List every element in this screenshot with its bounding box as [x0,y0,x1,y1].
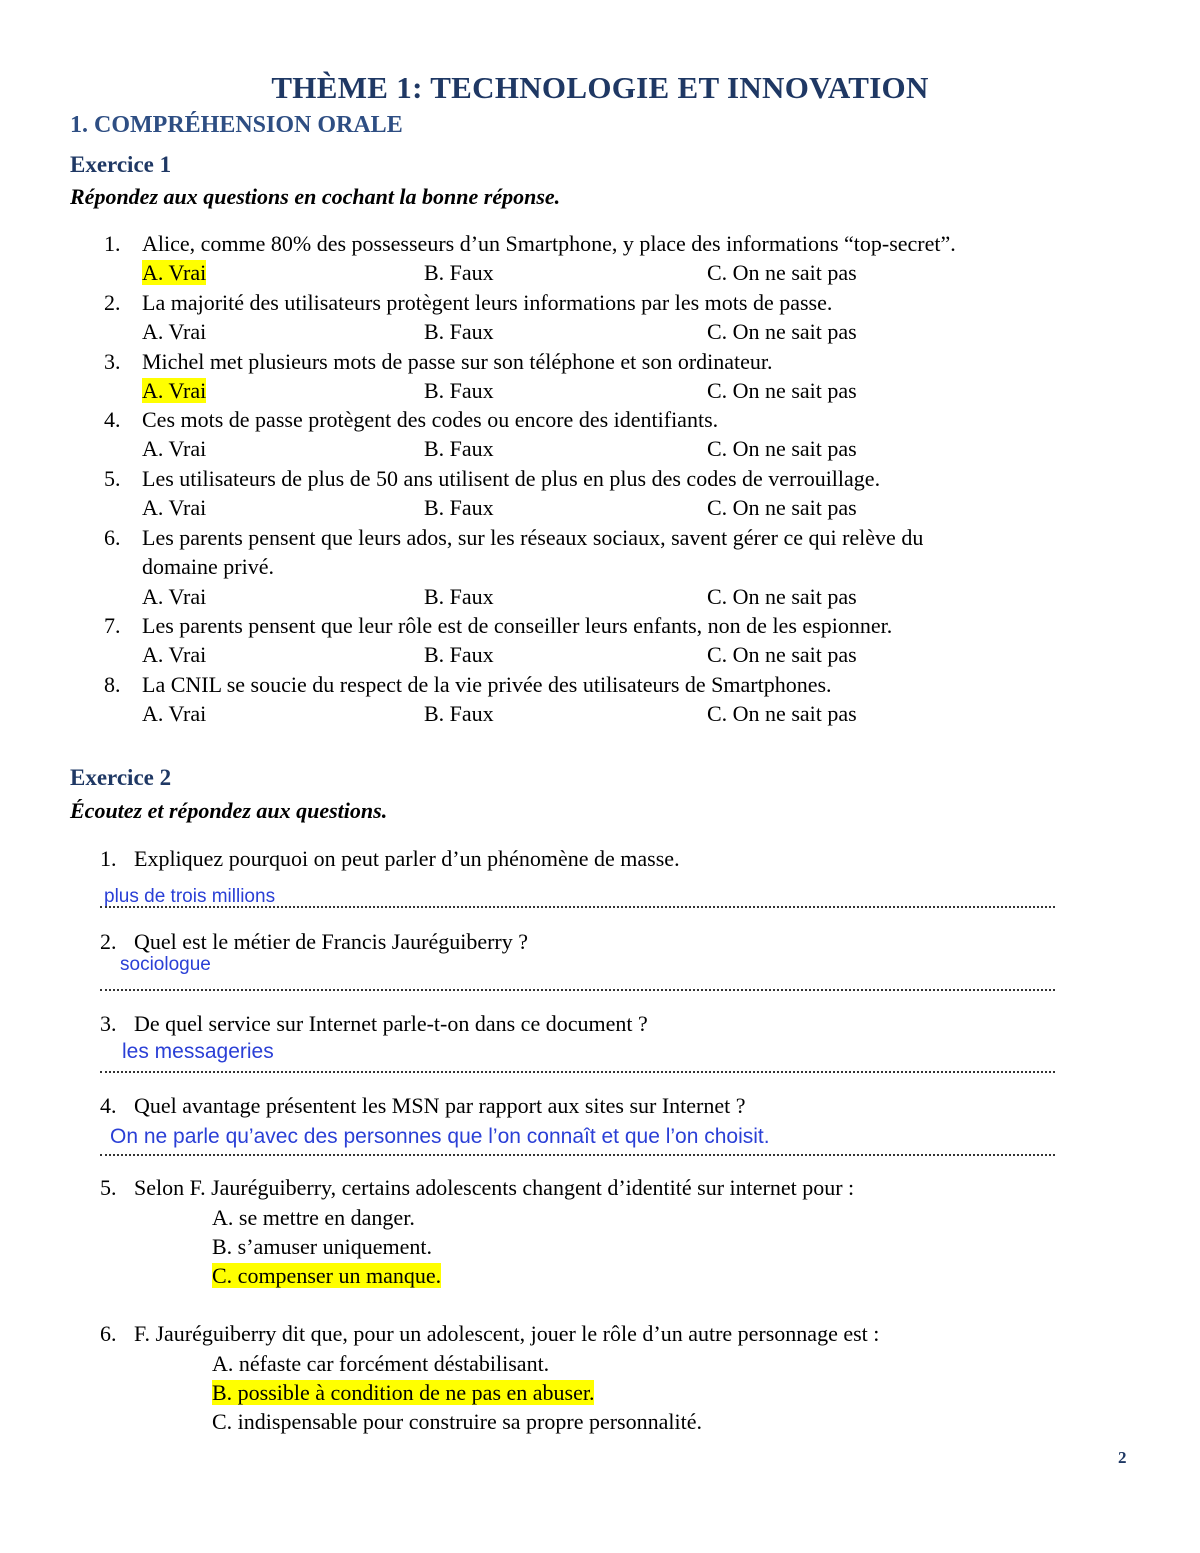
option-c[interactable]: C. On ne sait pas [707,495,857,520]
choice-c[interactable]: C. indispensable pour construire sa propre personnalité. [212,1409,702,1434]
question-number: 2. [100,929,117,954]
handwritten-answer[interactable]: plus de trois millions [104,886,276,907]
question-number: 5. [100,1175,117,1200]
option-a[interactable]: A. Vrai [142,495,207,520]
exercise-1-title: Exercice 1 [70,152,172,177]
question-number: 2. [104,290,121,315]
exercise-2-instruction: Écoutez et répondez aux questions. [70,798,388,823]
question-text: Quel avantage présentent les MSN par rapport aux sites sur Internet ? [134,1093,746,1118]
question-text: Les parents pensent que leur rôle est de conseiller leurs enfants, non de les espionner. [142,613,893,638]
option-a[interactable] [142,259,206,287]
question-text: Alice, comme 80% des possesseurs d’un Smartphone, y place des informations “top-secret”. [142,231,956,256]
question-text-continued: domaine privé. [142,554,274,579]
question-text: Quel est le métier de Francis Jauréguiberry ? [134,929,529,954]
option-b[interactable]: B. Faux [424,319,494,344]
question-number: 4. [104,407,121,432]
option-b[interactable]: B. Faux [424,260,494,285]
choice-a[interactable]: A. néfaste car forcément déstabilisant. [212,1351,550,1376]
option-label: A. Vrai [142,378,207,403]
question-number: 3. [100,1011,117,1036]
section-heading: 1. COMPRÉHENSION ORALE [70,112,403,138]
option-b[interactable]: B. Faux [424,495,494,520]
question-text: La majorité des utilisateurs protègent leurs informations par les mots de passe. [142,290,833,315]
option-a[interactable]: A. Vrai [142,436,207,461]
answer-dotted-line [100,989,1055,991]
answer-dotted-line [100,1071,1055,1073]
handwritten-answer[interactable]: les messageries [122,1040,274,1063]
option-b[interactable]: B. Faux [424,701,494,726]
choice-c[interactable] [212,1262,441,1290]
option-a[interactable]: A. Vrai [142,319,207,344]
choice-b[interactable]: B. s’amuser uniquement. [212,1234,432,1259]
question-text: F. Jauréguiberry dit que, pour un adolescent, jouer le rôle d’un autre personnage est : [134,1321,880,1346]
question-number: 5. [104,466,121,491]
option-a[interactable] [142,377,206,405]
option-c[interactable]: C. On ne sait pas [707,436,857,461]
question-number: 4. [100,1093,117,1118]
option-c[interactable]: C. On ne sait pas [707,584,857,609]
question-number: 3. [104,349,121,374]
choice-label: B. possible à condition de ne pas en abuser. [212,1380,595,1405]
question-number: 1. [104,231,121,256]
page-number: 2 [1118,1448,1127,1467]
question-number: 8. [104,672,121,697]
question-text: Michel met plusieurs mots de passe sur son téléphone et son ordinateur. [142,349,773,374]
page-title: THÈME 1: TECHNOLOGIE ET INNOVATION [271,70,929,105]
answer-dotted-line [100,1154,1055,1156]
option-a[interactable]: A. Vrai [142,642,207,667]
option-c[interactable]: C. On ne sait pas [707,701,857,726]
handwritten-answer[interactable]: sociologue [120,954,211,975]
handwritten-answer[interactable]: On ne parle qu’avec des personnes que l’on connaît et que l’on choisit. [110,1125,770,1148]
question-text: Les parents pensent que leurs ados, sur les réseaux sociaux, savent gérer ce qui relève du [142,525,924,550]
option-c[interactable]: C. On ne sait pas [707,260,857,285]
option-a[interactable]: A. Vrai [142,584,207,609]
answer-dotted-line [100,906,1055,908]
option-b[interactable]: B. Faux [424,584,494,609]
question-number: 6. [104,525,121,550]
option-c[interactable]: C. On ne sait pas [707,642,857,667]
choice-label: C. compenser un manque. [212,1263,442,1288]
exercise-2-title: Exercice 2 [70,765,172,790]
exercise-1-instruction: Répondez aux questions en cochant la bonne réponse. [70,184,561,209]
question-text: La CNIL se soucie du respect de la vie privée des utilisateurs de Smartphones. [142,672,832,697]
option-c[interactable]: C. On ne sait pas [707,378,857,403]
question-text: Expliquez pourquoi on peut parler d’un phénomène de masse. [134,846,680,871]
option-b[interactable]: B. Faux [424,642,494,667]
option-b[interactable]: B. Faux [424,378,494,403]
option-label: A. Vrai [142,260,207,285]
option-a[interactable]: A. Vrai [142,701,207,726]
option-c[interactable]: C. On ne sait pas [707,319,857,344]
choice-a[interactable]: A. se mettre en danger. [212,1205,415,1230]
question-number: 1. [100,846,117,871]
question-text: Selon F. Jauréguiberry, certains adolescents changent d’identité sur internet pour : [134,1175,855,1200]
question-text: De quel service sur Internet parle-t-on dans ce document ? [134,1011,648,1036]
question-number: 6. [100,1321,117,1346]
question-text: Les utilisateurs de plus de 50 ans utilisent de plus en plus des codes de verrouillage. [142,466,881,491]
choice-b[interactable] [212,1379,594,1407]
option-b[interactable]: B. Faux [424,436,494,461]
question-text: Ces mots de passe protègent des codes ou encore des identifiants. [142,407,719,432]
question-number: 7. [104,613,121,638]
